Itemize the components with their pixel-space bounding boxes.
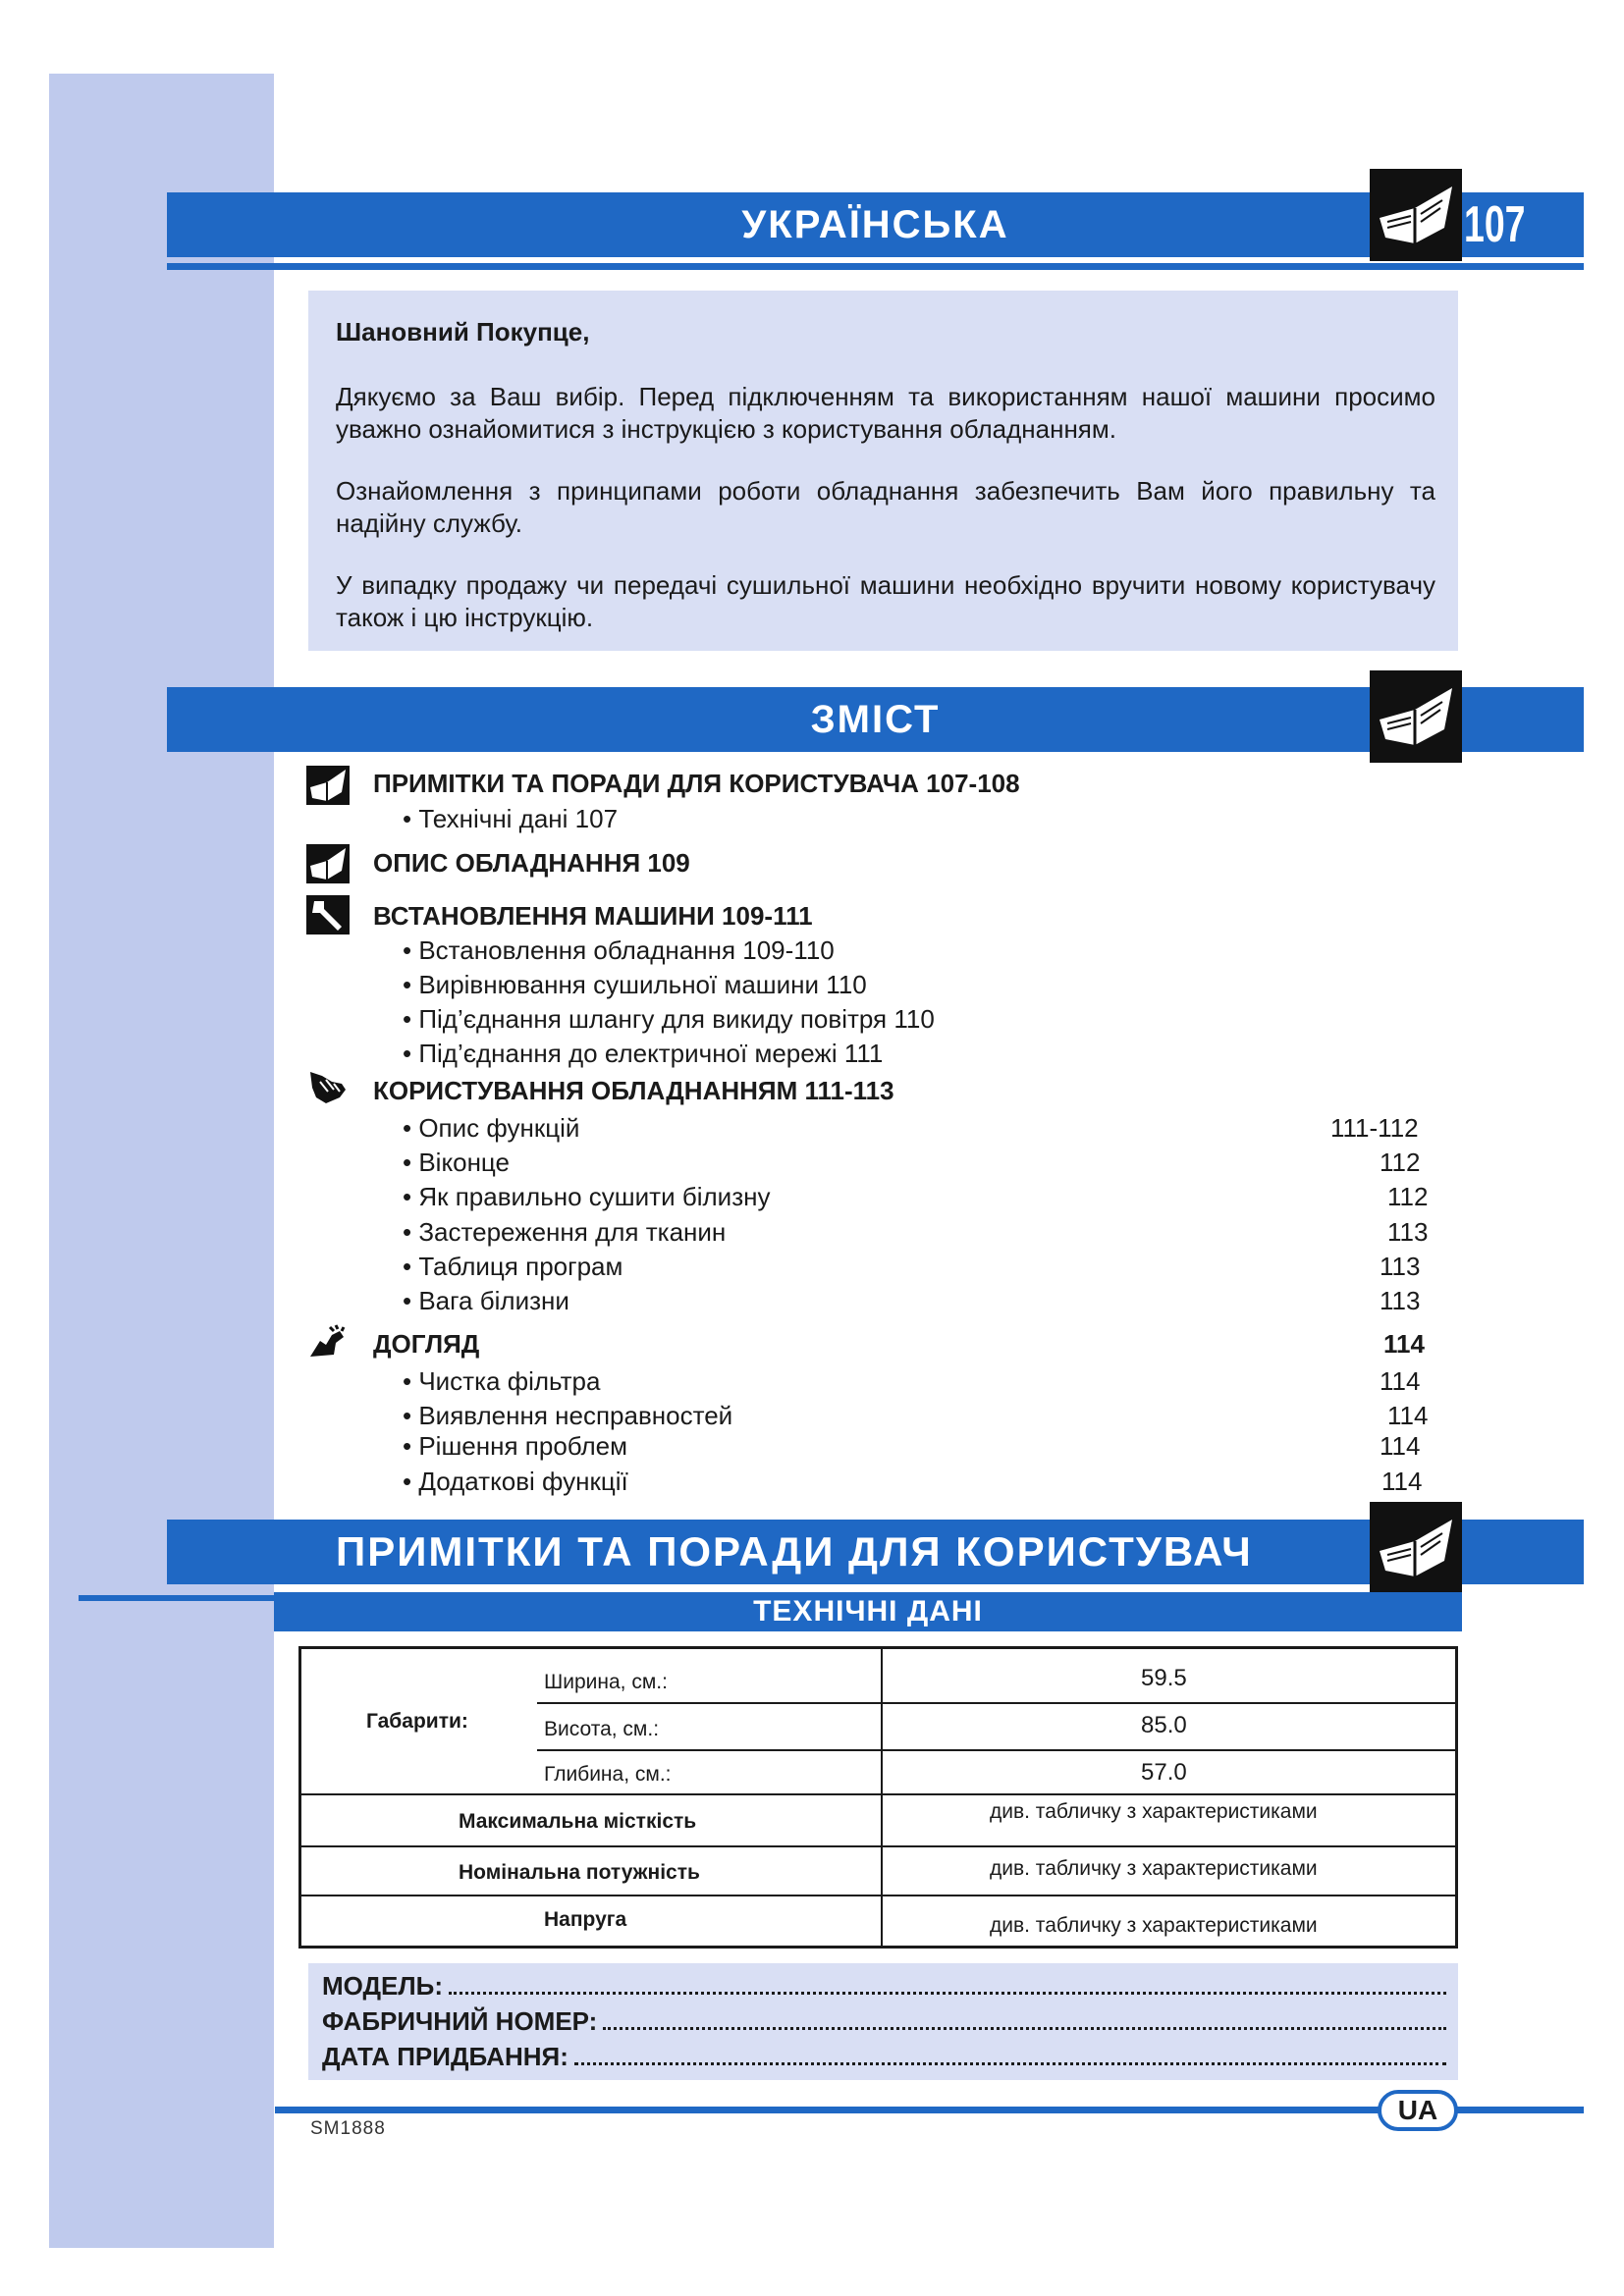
toc-item[interactable]: • Під’єднання до електричної мережі 111 xyxy=(403,1039,884,1068)
registration-panel xyxy=(308,1963,1458,2080)
width-value: 59.5 xyxy=(1141,1665,1187,1691)
toc-item[interactable]: • Рішення проблем xyxy=(403,1431,628,1461)
toc-page: 112 xyxy=(1387,1182,1429,1211)
notes-title: ПРИМІТКИ ТА ПОРАДИ ДЛЯ КОРИСТУВАЧ xyxy=(336,1528,1253,1575)
toc-item[interactable]: • Чистка фільтра xyxy=(403,1366,601,1396)
model-field[interactable] xyxy=(322,1969,1446,2002)
purchase-date-label: ДАТА ПРИДБАННЯ: xyxy=(322,2042,568,2071)
toc-section-usage[interactable]: КОРИСТУВАННЯ ОБЛАДНАННЯМ 111-113 xyxy=(373,1076,894,1105)
intro-panel xyxy=(308,291,1458,651)
page-number: 107 xyxy=(1464,196,1526,253)
open-book-icon xyxy=(1370,670,1462,763)
toc-item[interactable]: • Під’єднання шлангу для викиду повітря 110 xyxy=(403,1004,935,1034)
table-divider xyxy=(537,1702,1455,1704)
toc-page: 112 xyxy=(1380,1148,1421,1177)
serial-label: ФАБРИЧНИЙ НОМЕР: xyxy=(322,2006,598,2036)
height-value: 85.0 xyxy=(1141,1712,1187,1738)
intro-paragraph-2: Ознайомлення з принципами роботи обладнання забезпечить Вам його правильну та надійну службу. xyxy=(336,476,1435,538)
table-divider xyxy=(537,1749,1455,1751)
power-value: див. табличку з характеристиками xyxy=(990,1857,1318,1880)
toc-page: 113 xyxy=(1387,1217,1429,1247)
toc-page: 111-112 xyxy=(1330,1113,1419,1143)
toc-item[interactable]: • Опис функцій xyxy=(403,1113,580,1143)
table-divider xyxy=(301,1845,1455,1847)
model-label: МОДЕЛЬ: xyxy=(322,1971,443,2001)
capacity-label: Максимальна місткість xyxy=(459,1810,697,1833)
tech-header-line xyxy=(79,1595,275,1601)
table-divider xyxy=(881,1649,883,1946)
hand-icon xyxy=(306,1068,350,1107)
table-divider xyxy=(301,1793,1455,1795)
toc-page: 114 xyxy=(1380,1366,1421,1396)
height-label: Висота, см.: xyxy=(544,1718,660,1740)
toc-item[interactable]: • Віконце xyxy=(403,1148,510,1177)
side-strip xyxy=(49,74,274,2248)
toc-page: 113 xyxy=(1380,1252,1421,1281)
voltage-value: див. табличку з характеристиками xyxy=(990,1914,1318,1937)
contents-title: ЗМІСТ xyxy=(810,698,941,741)
voltage-label: Напруга xyxy=(544,1908,627,1931)
capacity-value: див. табличку з характеристиками xyxy=(990,1800,1318,1823)
document-code: SM1888 xyxy=(310,2118,386,2139)
spec-table xyxy=(298,1646,1458,1949)
dims-label: Габарити: xyxy=(366,1710,468,1733)
toc-section-description[interactable]: ОПИС ОБЛАДНАННЯ 109 xyxy=(373,848,690,878)
cleaning-icon xyxy=(306,1321,350,1361)
model-blank xyxy=(449,1970,1446,1995)
wrench-icon xyxy=(306,895,350,934)
toc-item[interactable]: • Як правильно сушити білизну xyxy=(403,1182,771,1211)
toc-item[interactable]: • Вирівнювання сушильної машини 110 xyxy=(403,970,867,999)
toc-item[interactable]: • Виявлення несправностей xyxy=(403,1401,733,1430)
language-badge: UA xyxy=(1378,2090,1458,2131)
depth-label: Глибина, см.: xyxy=(544,1763,672,1786)
header-underline xyxy=(167,263,1584,270)
serial-field[interactable] xyxy=(322,2004,1446,2038)
toc-item[interactable]: • Вага білизни xyxy=(403,1286,569,1315)
depth-value: 57.0 xyxy=(1141,1759,1187,1786)
open-book-icon xyxy=(1370,169,1462,261)
table-divider xyxy=(301,1895,1455,1896)
book-icon xyxy=(306,766,350,805)
toc-item[interactable]: • Таблиця програм xyxy=(403,1252,623,1281)
toc-section-notes[interactable]: ПРИМІТКИ ТА ПОРАДИ ДЛЯ КОРИСТУВАЧА 107-108 xyxy=(373,769,1020,798)
toc-item[interactable]: • Застереження для тканин xyxy=(403,1217,727,1247)
open-book-icon xyxy=(1370,1502,1462,1594)
toc-page: 114 xyxy=(1387,1401,1429,1430)
width-label: Ширина, см.: xyxy=(544,1671,668,1693)
toc-page: 113 xyxy=(1380,1286,1421,1315)
serial-blank xyxy=(603,2005,1446,2030)
book-icon xyxy=(306,844,350,883)
toc-section-installation[interactable]: ВСТАНОВЛЕННЯ МАШИНИ 109-111 xyxy=(373,901,813,931)
toc-item[interactable]: • Технічні дані 107 xyxy=(403,804,619,833)
toc-page: 114 xyxy=(1383,1329,1425,1359)
toc-page: 114 xyxy=(1380,1431,1421,1461)
greeting: Шановний Покупце, xyxy=(336,317,590,347)
toc-item[interactable]: • Встановлення обладнання 109-110 xyxy=(403,935,835,965)
toc-page: 114 xyxy=(1381,1467,1423,1496)
purchase-date-field[interactable] xyxy=(322,2040,1446,2073)
power-label: Номінальна потужність xyxy=(459,1861,700,1884)
language-title: УКРАЇНСЬКА xyxy=(741,203,1009,246)
toc-section-maintenance[interactable]: ДОГЛЯД xyxy=(373,1329,480,1359)
purchase-date-blank xyxy=(574,2041,1446,2065)
tech-data-title: ТЕХНІЧНІ ДАНІ xyxy=(274,1592,1462,1631)
toc-item[interactable]: • Додаткові функції xyxy=(403,1467,628,1496)
intro-paragraph-3: У випадку продажу чи передачі сушильної машини необхідно вручити новому користувачу також і цю інструкцію. xyxy=(336,570,1435,632)
intro-paragraph-1: Дякуємо за Ваш вибір. Перед підключенням та використанням нашої машини просимо уважно ознайомитися з інструкцією з користування обладнанням. xyxy=(336,382,1435,444)
